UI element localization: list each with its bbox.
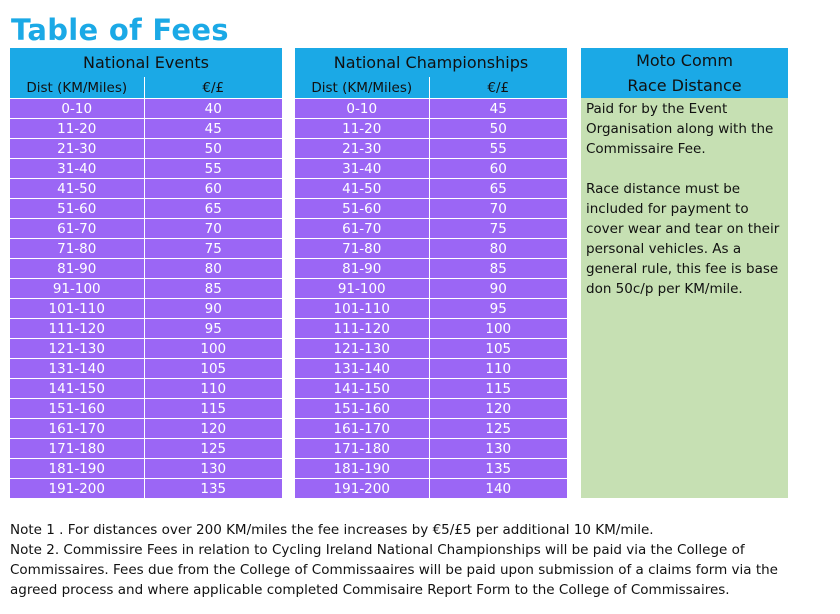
table-row xyxy=(10,159,282,179)
distance-cell: 111-120 xyxy=(10,319,144,339)
fee-cell: 130 xyxy=(429,439,567,459)
distance-cell: 171-180 xyxy=(295,439,429,459)
table-row xyxy=(10,479,282,499)
table-row xyxy=(295,319,567,339)
fee-cell: 80 xyxy=(429,239,567,259)
fee-cell: 85 xyxy=(429,259,567,279)
table-row xyxy=(295,479,567,499)
fee-cell: 115 xyxy=(429,379,567,399)
note-1: Note 1 . For distances over 200 KM/miles the fee increases by €5/£5 per additional 10 KM/mile. xyxy=(10,522,654,538)
table-row xyxy=(10,399,282,419)
distance-cell: 81-90 xyxy=(295,259,429,279)
distance-cell: 181-190 xyxy=(295,459,429,479)
table-row xyxy=(295,259,567,279)
table-row xyxy=(10,179,282,199)
fee-cell: 60 xyxy=(429,159,567,179)
fee-cell: 125 xyxy=(429,419,567,439)
distance-cell: 191-200 xyxy=(10,479,144,499)
distance-cell: 71-80 xyxy=(295,239,429,259)
distance-cell: 161-170 xyxy=(10,419,144,439)
table-row xyxy=(295,339,567,359)
national-events-header: National Events xyxy=(10,48,282,77)
table-row xyxy=(10,199,282,219)
fee-cell: 90 xyxy=(144,299,282,319)
distance-cell: 101-110 xyxy=(295,299,429,319)
moto-comm-paragraph: Race distance must be included for payment to cover wear and tear on their personal vehicles. As a general rule, this fee is base don 50c/p per KM/mile. xyxy=(586,181,780,297)
distance-column-header: Dist (KM/Miles) xyxy=(295,77,429,99)
table-row xyxy=(10,239,282,259)
table-row xyxy=(295,399,567,419)
distance-cell: 141-150 xyxy=(295,379,429,399)
distance-cell: 61-70 xyxy=(295,219,429,239)
fee-cell: 110 xyxy=(144,379,282,399)
fee-cell: 115 xyxy=(144,399,282,419)
fee-cell: 80 xyxy=(144,259,282,279)
fee-column-header: €/£ xyxy=(144,77,282,99)
table-row xyxy=(295,359,567,379)
fee-column-header: €/£ xyxy=(429,77,567,99)
distance-cell: 151-160 xyxy=(10,399,144,419)
fee-cell: 50 xyxy=(429,119,567,139)
fee-cell: 65 xyxy=(144,199,282,219)
fee-cell: 135 xyxy=(429,459,567,479)
fee-cell: 105 xyxy=(429,339,567,359)
distance-cell: 41-50 xyxy=(295,179,429,199)
fee-cell: 55 xyxy=(144,159,282,179)
fee-cell: 110 xyxy=(429,359,567,379)
fee-cell: 50 xyxy=(144,139,282,159)
distance-column-header: Dist (KM/Miles) xyxy=(10,77,144,99)
fee-cell: 65 xyxy=(429,179,567,199)
fee-cell: 85 xyxy=(144,279,282,299)
fee-cell: 120 xyxy=(429,399,567,419)
distance-cell: 31-40 xyxy=(295,159,429,179)
distance-cell: 121-130 xyxy=(295,339,429,359)
distance-cell: 0-10 xyxy=(10,99,144,119)
table-row xyxy=(295,179,567,199)
distance-cell: 91-100 xyxy=(10,279,144,299)
distance-cell: 141-150 xyxy=(10,379,144,399)
distance-cell: 21-30 xyxy=(295,139,429,159)
distance-cell: 61-70 xyxy=(10,219,144,239)
fee-cell: 70 xyxy=(144,219,282,239)
distance-cell: 181-190 xyxy=(10,459,144,479)
distance-cell: 151-160 xyxy=(295,399,429,419)
table-row xyxy=(295,99,567,119)
moto-comm-header-line2: Race Distance xyxy=(627,76,742,95)
moto-comm-text xyxy=(581,98,788,498)
table-row xyxy=(10,459,282,479)
distance-cell: 11-20 xyxy=(10,119,144,139)
fee-cell: 90 xyxy=(429,279,567,299)
fee-cell: 140 xyxy=(429,479,567,499)
national-events-table xyxy=(10,48,282,499)
fee-cell: 75 xyxy=(144,239,282,259)
distance-cell: 81-90 xyxy=(10,259,144,279)
fee-cell: 100 xyxy=(429,319,567,339)
fee-cell: 60 xyxy=(144,179,282,199)
table-row xyxy=(10,119,282,139)
distance-cell: 31-40 xyxy=(10,159,144,179)
table-row xyxy=(295,219,567,239)
distance-cell: 11-20 xyxy=(295,119,429,139)
table-row xyxy=(10,99,282,119)
fee-cell: 95 xyxy=(429,299,567,319)
notes-section xyxy=(10,520,800,600)
table-row xyxy=(295,439,567,459)
page-title: Table of Fees xyxy=(11,13,229,47)
table-row xyxy=(295,199,567,219)
table-row xyxy=(10,259,282,279)
national-championships-header: National Championships xyxy=(295,48,567,77)
table-row xyxy=(295,299,567,319)
fee-cell: 95 xyxy=(144,319,282,339)
distance-cell: 131-140 xyxy=(295,359,429,379)
moto-comm-header xyxy=(581,48,788,98)
distance-cell: 111-120 xyxy=(295,319,429,339)
distance-cell: 51-60 xyxy=(10,199,144,219)
fee-cell: 45 xyxy=(429,99,567,119)
distance-cell: 51-60 xyxy=(295,199,429,219)
distance-cell: 171-180 xyxy=(10,439,144,459)
fee-cell: 135 xyxy=(144,479,282,499)
table-row xyxy=(10,279,282,299)
moto-comm-paragraph: Paid for by the Event Organisation along with the Commissaire Fee. xyxy=(586,101,774,157)
distance-cell: 161-170 xyxy=(295,419,429,439)
fee-cell: 100 xyxy=(144,339,282,359)
fee-cell: 45 xyxy=(144,119,282,139)
table-row xyxy=(10,419,282,439)
table-row xyxy=(10,219,282,239)
table-row xyxy=(295,159,567,179)
fee-cell: 105 xyxy=(144,359,282,379)
table-row xyxy=(295,419,567,439)
table-row xyxy=(10,139,282,159)
distance-cell: 101-110 xyxy=(10,299,144,319)
distance-cell: 131-140 xyxy=(10,359,144,379)
table-row xyxy=(10,359,282,379)
table-row xyxy=(10,319,282,339)
table-row xyxy=(295,379,567,399)
table-row xyxy=(10,299,282,319)
fee-cell: 40 xyxy=(144,99,282,119)
fee-cell: 75 xyxy=(429,219,567,239)
table-row xyxy=(295,119,567,139)
national-championships-table xyxy=(295,48,567,499)
distance-cell: 191-200 xyxy=(295,479,429,499)
distance-cell: 71-80 xyxy=(10,239,144,259)
distance-cell: 41-50 xyxy=(10,179,144,199)
table-row xyxy=(295,459,567,479)
fee-cell: 55 xyxy=(429,139,567,159)
table-row xyxy=(10,339,282,359)
table-row xyxy=(295,239,567,259)
moto-comm-header-line1: Moto Comm xyxy=(636,51,733,70)
note-2: Note 2. Commissire Fees in relation to Cycling Ireland National Championships will be paid via the College of Commissaires. Fees due from the College of Commissaaires will be paid upon submission of a claims form via the agreed process and where applicable completed Commisaire Report Form to the College of Commissaires. xyxy=(10,542,778,598)
moto-comm-panel xyxy=(581,48,788,498)
fee-cell: 120 xyxy=(144,419,282,439)
fee-cell: 70 xyxy=(429,199,567,219)
distance-cell: 121-130 xyxy=(10,339,144,359)
table-row xyxy=(295,279,567,299)
table-row xyxy=(10,439,282,459)
table-row xyxy=(295,139,567,159)
distance-cell: 91-100 xyxy=(295,279,429,299)
distance-cell: 0-10 xyxy=(295,99,429,119)
fee-cell: 130 xyxy=(144,459,282,479)
distance-cell: 21-30 xyxy=(10,139,144,159)
fee-cell: 125 xyxy=(144,439,282,459)
table-row xyxy=(10,379,282,399)
